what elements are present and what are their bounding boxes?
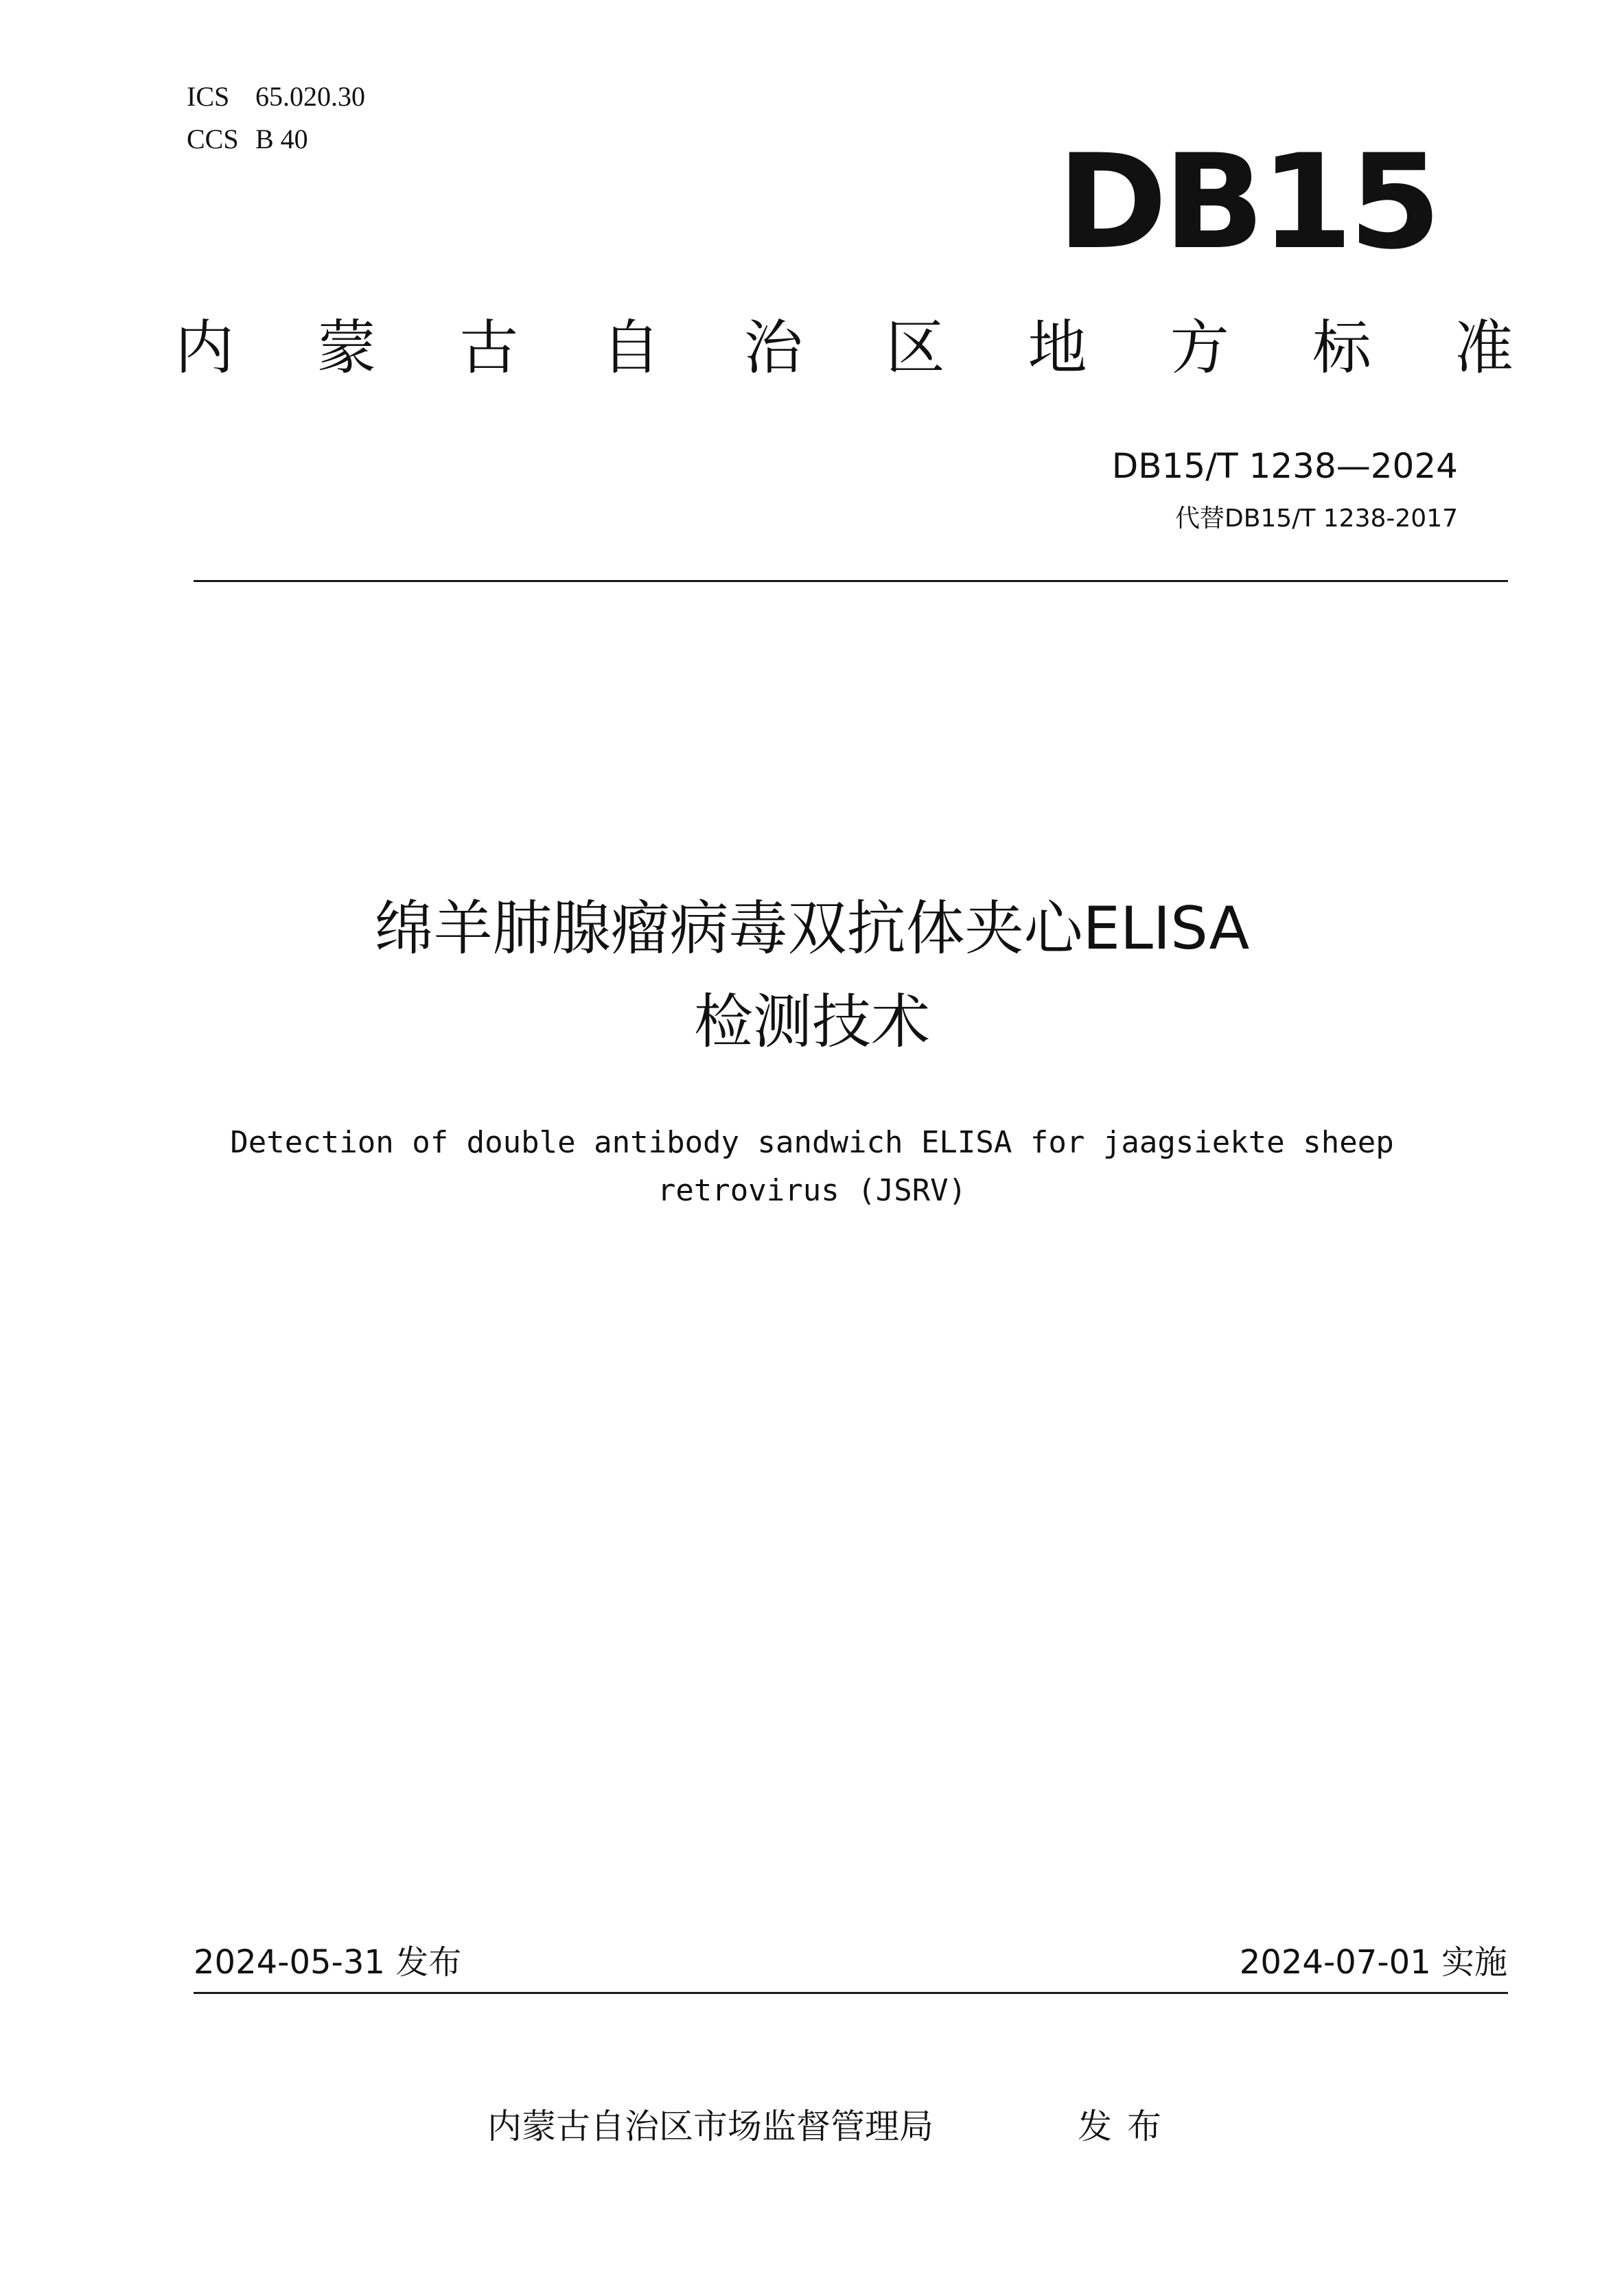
document-type-char: 内 [175,314,234,382]
document-type-char: 自 [601,314,661,382]
bottom-divider [194,1992,1508,1994]
document-type-char: 地 [1028,314,1087,382]
ccs-code [187,118,365,161]
issuing-authority: 内蒙古自治区市场监督管理局 [487,2107,933,2146]
document-type-char: 治 [743,314,803,382]
title-english-line-2: retrovirus (JSRV) [657,1173,967,1208]
ccs-label: CCS [187,124,239,154]
title-chinese [137,882,1487,1069]
document-type-char: 古 [459,314,519,382]
ccs-value: B 40 [255,124,308,154]
title-english-line-1: Detection of double antibody sandwich ELISA for jaagsiekte sheep [230,1125,1394,1160]
implement-date: 2024-07-01 实施 [1239,1943,1507,1982]
document-type-char: 区 [885,314,945,382]
ics-code [187,76,365,118]
classification-codes [187,76,365,161]
title-chinese-line-2: 检测技术 [694,988,930,1056]
top-divider [194,580,1508,582]
document-type-char: 准 [1454,314,1513,382]
standard-logo: DB15 [1057,126,1437,278]
title-chinese-line-1: 绵羊肺腺瘤病毒双抗体夹心ELISA [374,894,1250,963]
document-type-char: 标 [1312,314,1371,382]
title-english [137,1119,1487,1215]
document-type-char: 蒙 [317,314,377,382]
ics-label: ICS [187,81,230,112]
standard-number: DB15/T 1238—2024 [1111,446,1458,486]
issue-action: 发布 [1078,2107,1176,2146]
document-type-heading [175,316,1513,381]
publish-date: 2024-05-31 发布 [194,1943,462,1982]
document-type-char: 方 [1170,314,1229,382]
replaces-standard: 代替DB15/T 1238-2017 [1174,505,1458,533]
ics-value: 65.020.30 [255,81,365,112]
